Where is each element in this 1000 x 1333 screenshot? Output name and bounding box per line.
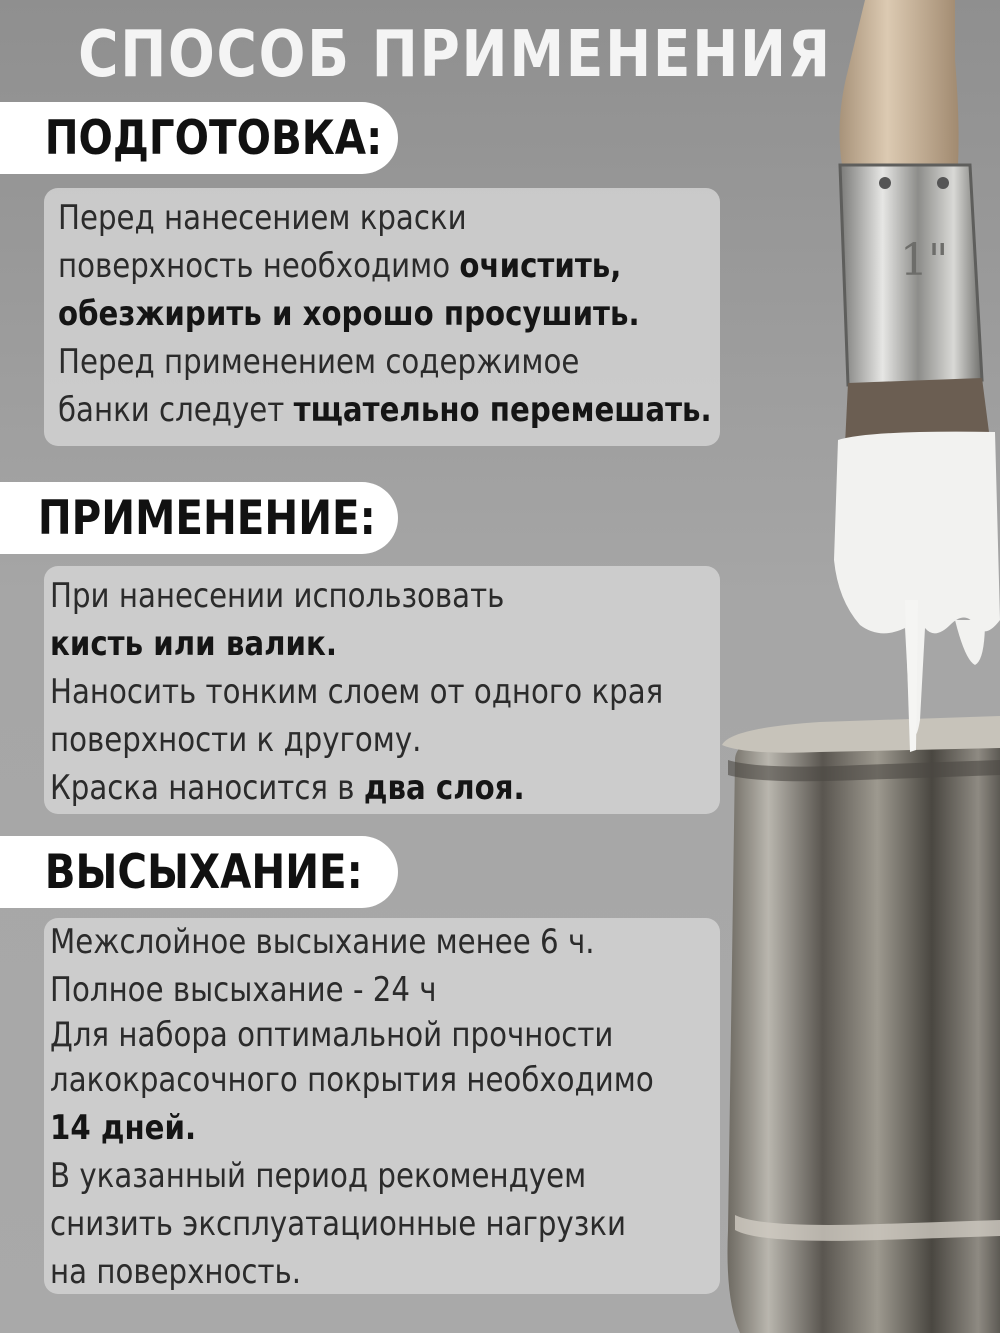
text-line: поверхности к другому. <box>50 720 422 760</box>
section-heading-drying <box>0 836 398 908</box>
text-line: лакокрасочного покрытия необходимо <box>50 1060 654 1100</box>
preparation-text-box <box>44 188 720 446</box>
text-line: Межслойное высыхание менее 6 ч. <box>50 922 595 962</box>
text-line: В указанный период рекомендуем <box>50 1156 587 1196</box>
section-heading-label: ВЫСЫХАНИЕ: <box>44 844 363 900</box>
section-heading-preparation <box>0 102 398 174</box>
section-heading-application <box>0 482 398 554</box>
section-heading-label: ПРИМЕНЕНИЕ: <box>37 490 376 546</box>
svg-text:1": 1" <box>900 235 949 286</box>
section-heading-label: ПОДГОТОВКА: <box>44 110 383 166</box>
text-line: Перед применением содержимое <box>58 342 580 382</box>
text-line: Для набора оптимальной прочности <box>50 1015 614 1055</box>
text-line: 14 дней. <box>50 1108 197 1148</box>
paint-can-icon <box>722 716 1000 1333</box>
text-line: обезжирить и хорошо просушить. <box>58 294 640 334</box>
page-title: СПОСОБ ПРИМЕНЕНИЯ <box>78 18 832 92</box>
text-line: на поверхность. <box>50 1252 302 1292</box>
text-line: Перед нанесением краски <box>58 198 467 238</box>
text-line: Краска наносится в два слоя. <box>50 768 525 808</box>
text-line: снизить эксплуатационные нагрузки <box>50 1204 626 1244</box>
text-line: поверхность необходимо очистить, <box>58 246 622 286</box>
drying-text-box <box>44 918 720 1294</box>
paint-brush-icon <box>834 0 1000 752</box>
text-line: кисть или валик. <box>50 624 337 664</box>
text-line: Наносить тонким слоем от одного края <box>50 672 664 712</box>
application-text-box <box>44 566 720 814</box>
text-line: банки следует тщательно перемешать. <box>58 390 712 430</box>
text-line: При нанесении использовать <box>50 576 505 616</box>
text-line: Полное высыхание - 24 ч <box>50 970 437 1010</box>
